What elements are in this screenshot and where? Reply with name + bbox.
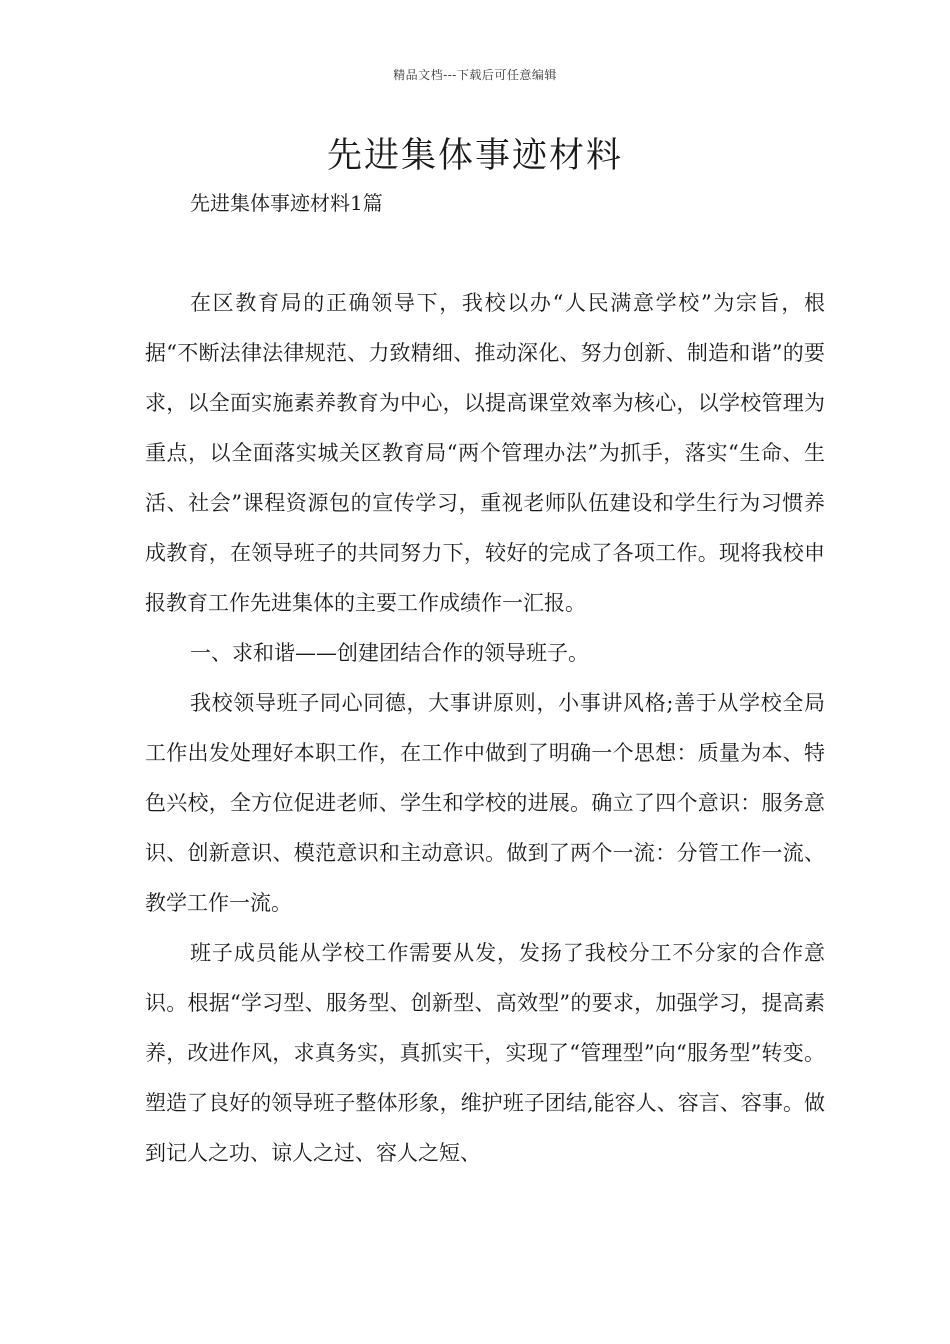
paragraph-intro: 在区教育局的正确领导下，我校以办“人民满意学校”为宗旨，根据“不断法律法律规范、力致精细、推动深化、努力创新、制造和谐”的要求，以全面实施素养教育为中心，以提高课堂效率为核心，以学校管理为重点，以全面落实城关区教育局“两个管理办法”为抓手，落实“生命、生活、社会”课程资源包的宣传学习，重视老师队伍建设和学生行为习惯养成教育，在领导班子的共同努力下，较好的完成了各项工作。现将我校申报教育工作先进集体的主要工作成绩作一汇报。	[145, 291, 825, 615]
header-note: 精品文档---下载后可任意编辑	[393, 68, 557, 82]
paragraph-leadership: 我校领导班子同心同德，大事讲原则，小事讲风格;善于从学校全局工作出发处理好本职工作，在工作中做到了明确一个思想：质量为本、特色兴校，全方位促进老师、学生和学校的进展。确立了四个意识：服务意识、创新意识、模范意识和主动意识。做到了两个一流：分管工作一流、教学工作一流。	[145, 691, 825, 915]
document-title: 先进集体事迹材料	[326, 136, 623, 176]
section-heading-1: 一、求和谐——创建团结合作的领导班子。	[190, 641, 589, 665]
document-subtitle: 先进集体事迹材料1篇	[190, 191, 383, 215]
document-body	[145, 278, 825, 1178]
paragraph-team: 班子成员能从学校工作需要从发，发扬了我校分工不分家的合作意识。根据“学习型、服务型、创新型、高效型”的要求，加强学习，提高素养，改进作风，求真务实，真抓实干，实现了“管理型”向“服务型”转变。塑造了良好的领导班子整体形象，维护班子团结,能容人、容言、容事。做到记人之功、谅人之过、容人之短、	[145, 941, 825, 1165]
